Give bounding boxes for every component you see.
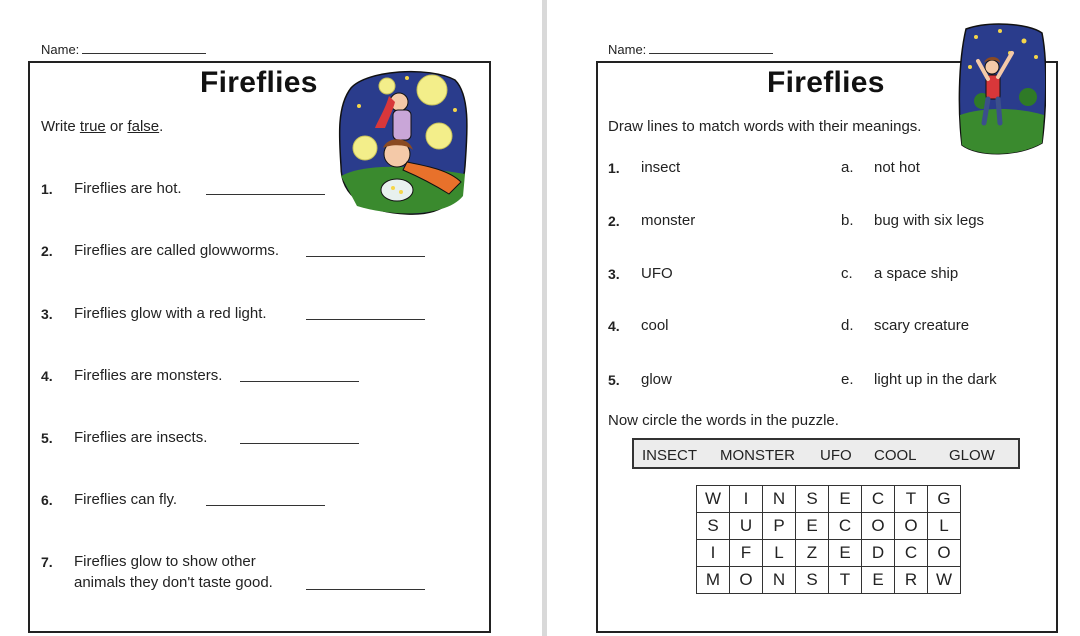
grid-cell[interactable]: Z [796, 540, 829, 567]
grid-cell[interactable]: I [697, 540, 730, 567]
question-number: 5. [41, 430, 53, 446]
instruction-text: . [159, 118, 164, 135]
match-letter: a. [841, 159, 854, 176]
grid-cell[interactable]: I [730, 486, 763, 513]
match-meaning[interactable]: not hot [874, 159, 920, 176]
word-bank-word: UFO [820, 447, 852, 464]
match-meaning[interactable]: light up in the dark [874, 371, 997, 388]
question-text: Fireflies can fly. [74, 491, 178, 508]
grid-cell[interactable]: W [928, 567, 961, 594]
match-number: 5. [608, 372, 620, 388]
match-number: 3. [608, 266, 620, 282]
question-text: Fireflies are hot. [74, 180, 182, 197]
question-number: 7. [41, 554, 53, 570]
question-text: Fireflies are monsters. [74, 367, 223, 384]
match-letter: b. [841, 212, 854, 229]
match-word[interactable]: glow [641, 371, 672, 388]
question-text: Fireflies glow with a red light. [74, 305, 267, 322]
grid-row [697, 540, 961, 567]
instruction-true-word: true [79, 118, 106, 135]
name-field-right [608, 41, 773, 57]
answer-blank[interactable] [306, 319, 425, 320]
grid-row [697, 567, 961, 594]
instruction-text: Write [41, 118, 80, 135]
instruction-false-word: false [127, 118, 160, 135]
grid-cell[interactable]: S [796, 567, 829, 594]
grid-row [697, 513, 961, 540]
grid-cell[interactable]: P [763, 513, 796, 540]
grid-cell[interactable]: O [895, 513, 928, 540]
grid-cell[interactable]: R [895, 567, 928, 594]
name-blank[interactable] [82, 41, 206, 54]
grid-cell[interactable]: C [862, 486, 895, 513]
grid-cell[interactable]: O [730, 567, 763, 594]
grid-cell[interactable]: G [928, 486, 961, 513]
question-text: Fireflies are insects. [74, 429, 208, 446]
word-bank-word: MONSTER [720, 447, 795, 464]
instruction-matching: Draw lines to match words with their meanings. [608, 118, 922, 135]
question-text-line2: animals they don't taste good. [74, 574, 273, 591]
grid-cell[interactable]: O [862, 513, 895, 540]
match-letter: d. [841, 317, 854, 334]
grid-cell[interactable]: E [829, 540, 862, 567]
answer-blank[interactable] [206, 505, 325, 506]
match-meaning[interactable]: scary creature [874, 317, 970, 334]
match-letter: e. [841, 371, 854, 388]
grid-cell[interactable]: N [763, 567, 796, 594]
grid-cell[interactable]: D [862, 540, 895, 567]
question-number: 2. [41, 243, 53, 259]
grid-cell[interactable]: T [829, 567, 862, 594]
grid-cell[interactable]: C [895, 540, 928, 567]
answer-blank[interactable] [206, 194, 325, 195]
match-meaning[interactable]: a space ship [874, 265, 959, 282]
name-field-left [41, 41, 206, 57]
answer-blank[interactable] [240, 443, 359, 444]
page-divider [542, 0, 547, 636]
match-letter: c. [841, 265, 853, 282]
question-number: 3. [41, 306, 53, 322]
match-word[interactable]: insect [641, 159, 681, 176]
instruction-text: or [105, 118, 128, 135]
boy-catching-fireflies-icon [958, 23, 1046, 157]
children-catching-fireflies-icon [337, 66, 469, 218]
grid-cell[interactable]: E [862, 567, 895, 594]
match-word[interactable]: monster [641, 212, 696, 229]
question-text: Fireflies are called glowworms. [74, 242, 280, 259]
match-number: 1. [608, 160, 620, 176]
puzzle-instruction: Now circle the words in the puzzle. [608, 412, 839, 429]
grid-row [697, 486, 961, 513]
grid-cell[interactable]: L [763, 540, 796, 567]
grid-cell[interactable]: C [829, 513, 862, 540]
word-bank-word: INSECT [642, 447, 698, 464]
page-title: Fireflies [767, 66, 885, 99]
match-word[interactable]: cool [641, 317, 669, 334]
answer-blank[interactable] [306, 256, 425, 257]
instruction-true-false [41, 118, 163, 135]
word-bank-word: COOL [874, 447, 917, 464]
grid-cell[interactable]: M [697, 567, 730, 594]
grid-cell[interactable]: U [730, 513, 763, 540]
page-title: Fireflies [200, 66, 318, 99]
answer-blank[interactable] [240, 381, 359, 382]
grid-cell[interactable]: N [763, 486, 796, 513]
match-number: 4. [608, 318, 620, 334]
grid-cell[interactable]: T [895, 486, 928, 513]
grid-cell[interactable]: L [928, 513, 961, 540]
grid-cell[interactable]: S [697, 513, 730, 540]
word-bank [632, 438, 1020, 469]
word-search-grid [696, 485, 961, 594]
grid-cell[interactable]: E [796, 513, 829, 540]
match-meaning[interactable]: bug with six legs [874, 212, 985, 229]
question-text: Fireflies glow to show other [74, 553, 256, 570]
question-number: 6. [41, 492, 53, 508]
grid-cell[interactable]: S [796, 486, 829, 513]
grid-cell[interactable]: F [730, 540, 763, 567]
grid-cell[interactable]: O [928, 540, 961, 567]
question-number: 4. [41, 368, 53, 384]
grid-cell[interactable]: E [829, 486, 862, 513]
match-number: 2. [608, 213, 620, 229]
grid-cell[interactable]: W [697, 486, 730, 513]
match-word[interactable]: UFO [641, 265, 673, 282]
answer-blank[interactable] [306, 589, 425, 590]
word-bank-word: GLOW [949, 447, 995, 464]
question-number: 1. [41, 181, 53, 197]
name-label: Name: [41, 42, 80, 57]
name-label: Name: [608, 42, 647, 57]
name-blank[interactable] [649, 41, 773, 54]
